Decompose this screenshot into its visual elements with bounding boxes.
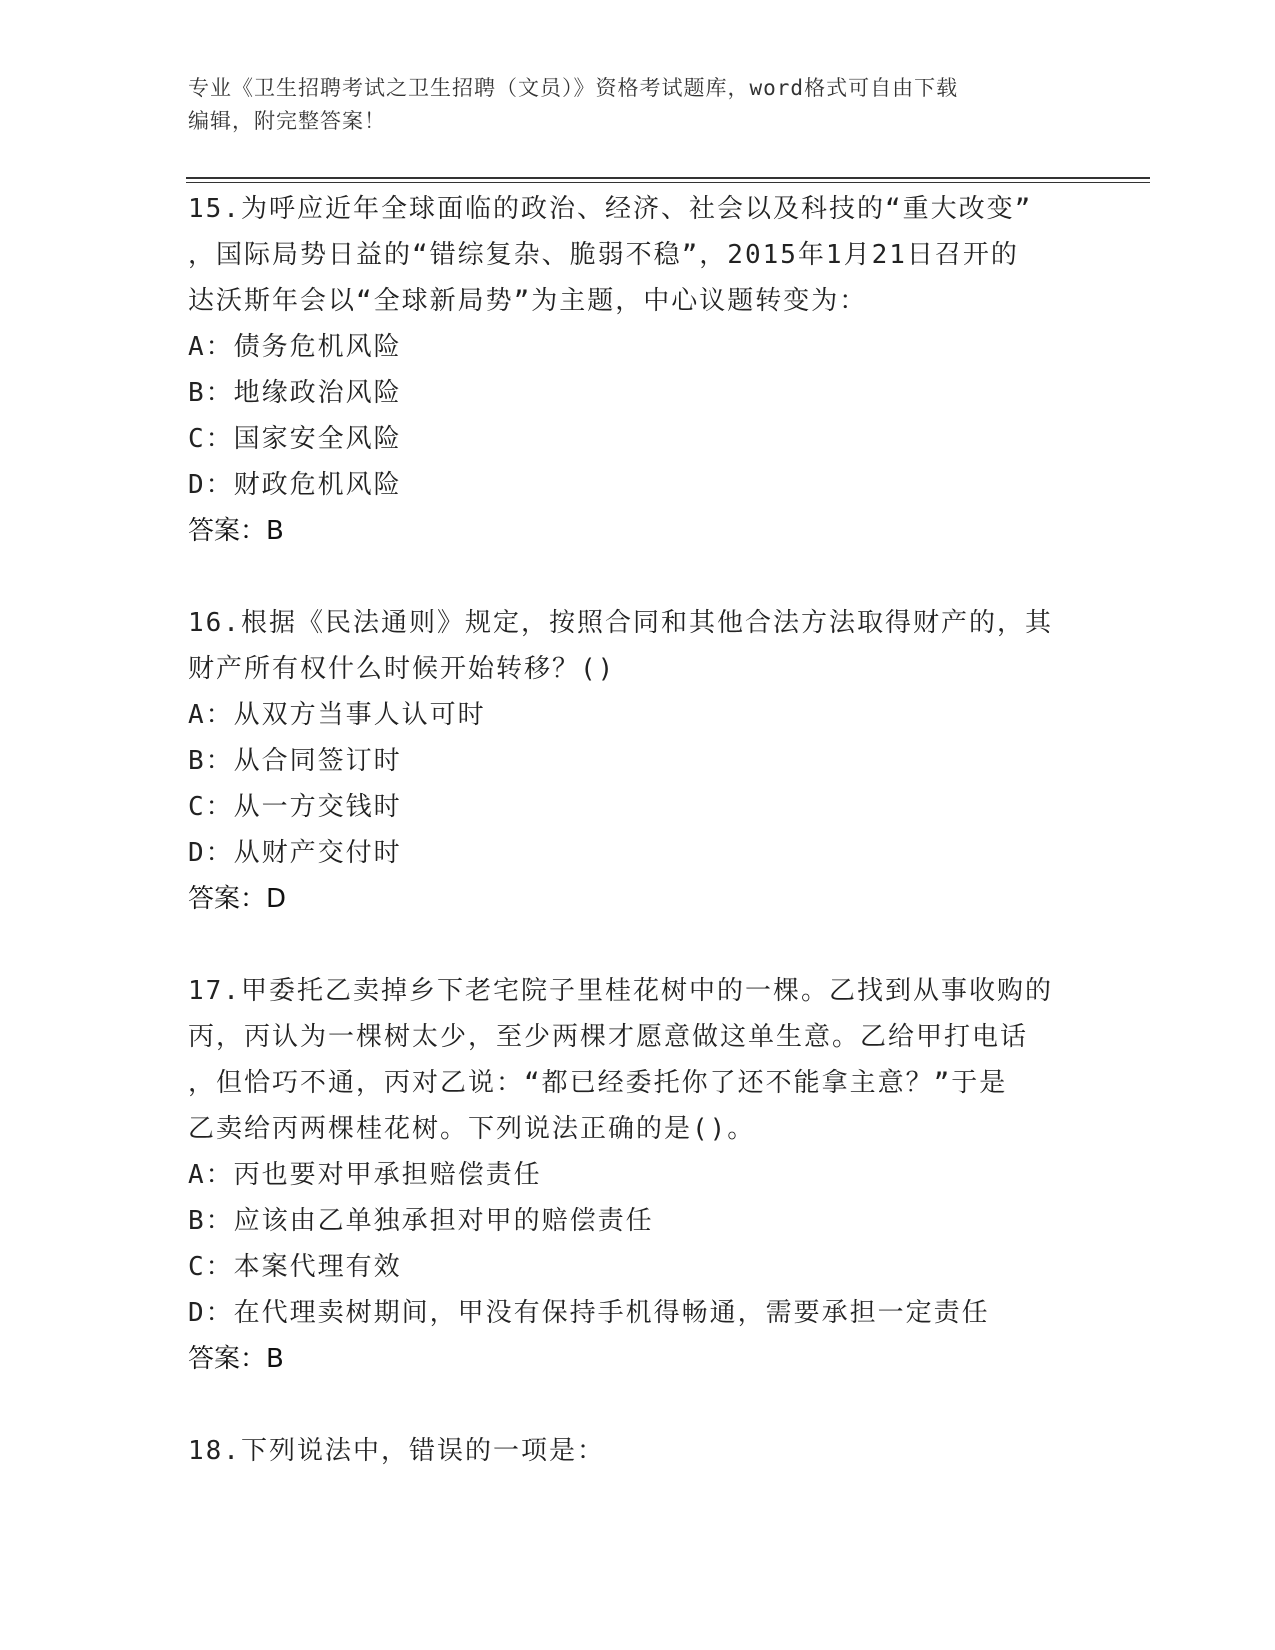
question-text-line: 乙卖给丙两棵桂花树。下列说法正确的是()。 <box>188 1114 756 1144</box>
document-header <box>188 72 1068 138</box>
option-d: D：财政危机风险 <box>188 470 402 500</box>
question-spacer <box>188 554 1088 600</box>
option-b: B：从合同签订时 <box>188 746 402 776</box>
option-a: A：丙也要对甲承担赔偿责任 <box>188 1160 542 1190</box>
question-16 <box>188 600 1088 922</box>
option-c: C：本案代理有效 <box>188 1252 402 1282</box>
question-text-line: ，但恰巧不通，丙对乙说：“都已经委托你了还不能拿主意？”于是 <box>188 1068 1008 1098</box>
question-spacer <box>188 1382 1088 1428</box>
option-d: D：从财产交付时 <box>188 838 402 868</box>
question-15 <box>188 186 1088 554</box>
option-c: C：从一方交钱时 <box>188 792 402 822</box>
option-a: A：从双方当事人认可时 <box>188 700 486 730</box>
option-b: B：应该由乙单独承担对甲的赔偿责任 <box>188 1206 654 1236</box>
question-18 <box>188 1428 1088 1474</box>
question-text-line: 达沃斯年会以“全球新局势”为主题，中心议题转变为： <box>188 286 868 316</box>
option-d: D：在代理卖树期间，甲没有保持手机得畅通，需要承担一定责任 <box>188 1298 990 1328</box>
header-divider-thin <box>186 182 1150 183</box>
question-spacer <box>188 922 1088 968</box>
question-text-line: 财产所有权什么时候开始转移？() <box>188 654 616 684</box>
answer-label: 答案：B <box>188 516 284 546</box>
question-text-line: ，国际局势日益的“错综复杂、脆弱不稳”，2015年1月21日召开的 <box>188 240 1019 270</box>
question-text-line: 17.甲委托乙卖掉乡下老宅院子里桂花树中的一棵。乙找到从事收购的 <box>188 976 1053 1006</box>
option-b: B：地缘政治风险 <box>188 378 402 408</box>
header-divider-thick <box>186 177 1150 179</box>
question-list <box>188 186 1088 1474</box>
question-text-line: 丙，丙认为一棵树太少，至少两棵才愿意做这单生意。乙给甲打电话 <box>188 1022 1029 1052</box>
question-17 <box>188 968 1088 1382</box>
option-c: C：国家安全风险 <box>188 424 402 454</box>
question-text-line: 15.为呼应近年全球面临的政治、经济、社会以及科技的“重大改变” <box>188 194 1033 224</box>
option-a: A：债务危机风险 <box>188 332 402 362</box>
answer-label: 答案：B <box>188 1344 284 1374</box>
question-text-line: 16.根据《民法通则》规定，按照合同和其他合法方法取得财产的，其 <box>188 608 1053 638</box>
header-line-1: 专业《卫生招聘考试之卫生招聘（文员）》资格考试题库，word格式可自由下载 <box>188 76 959 100</box>
answer-label: 答案：D <box>188 884 287 914</box>
header-line-2: 编辑，附完整答案！ <box>188 109 386 133</box>
question-text-line: 18.下列说法中，错误的一项是： <box>188 1436 605 1466</box>
